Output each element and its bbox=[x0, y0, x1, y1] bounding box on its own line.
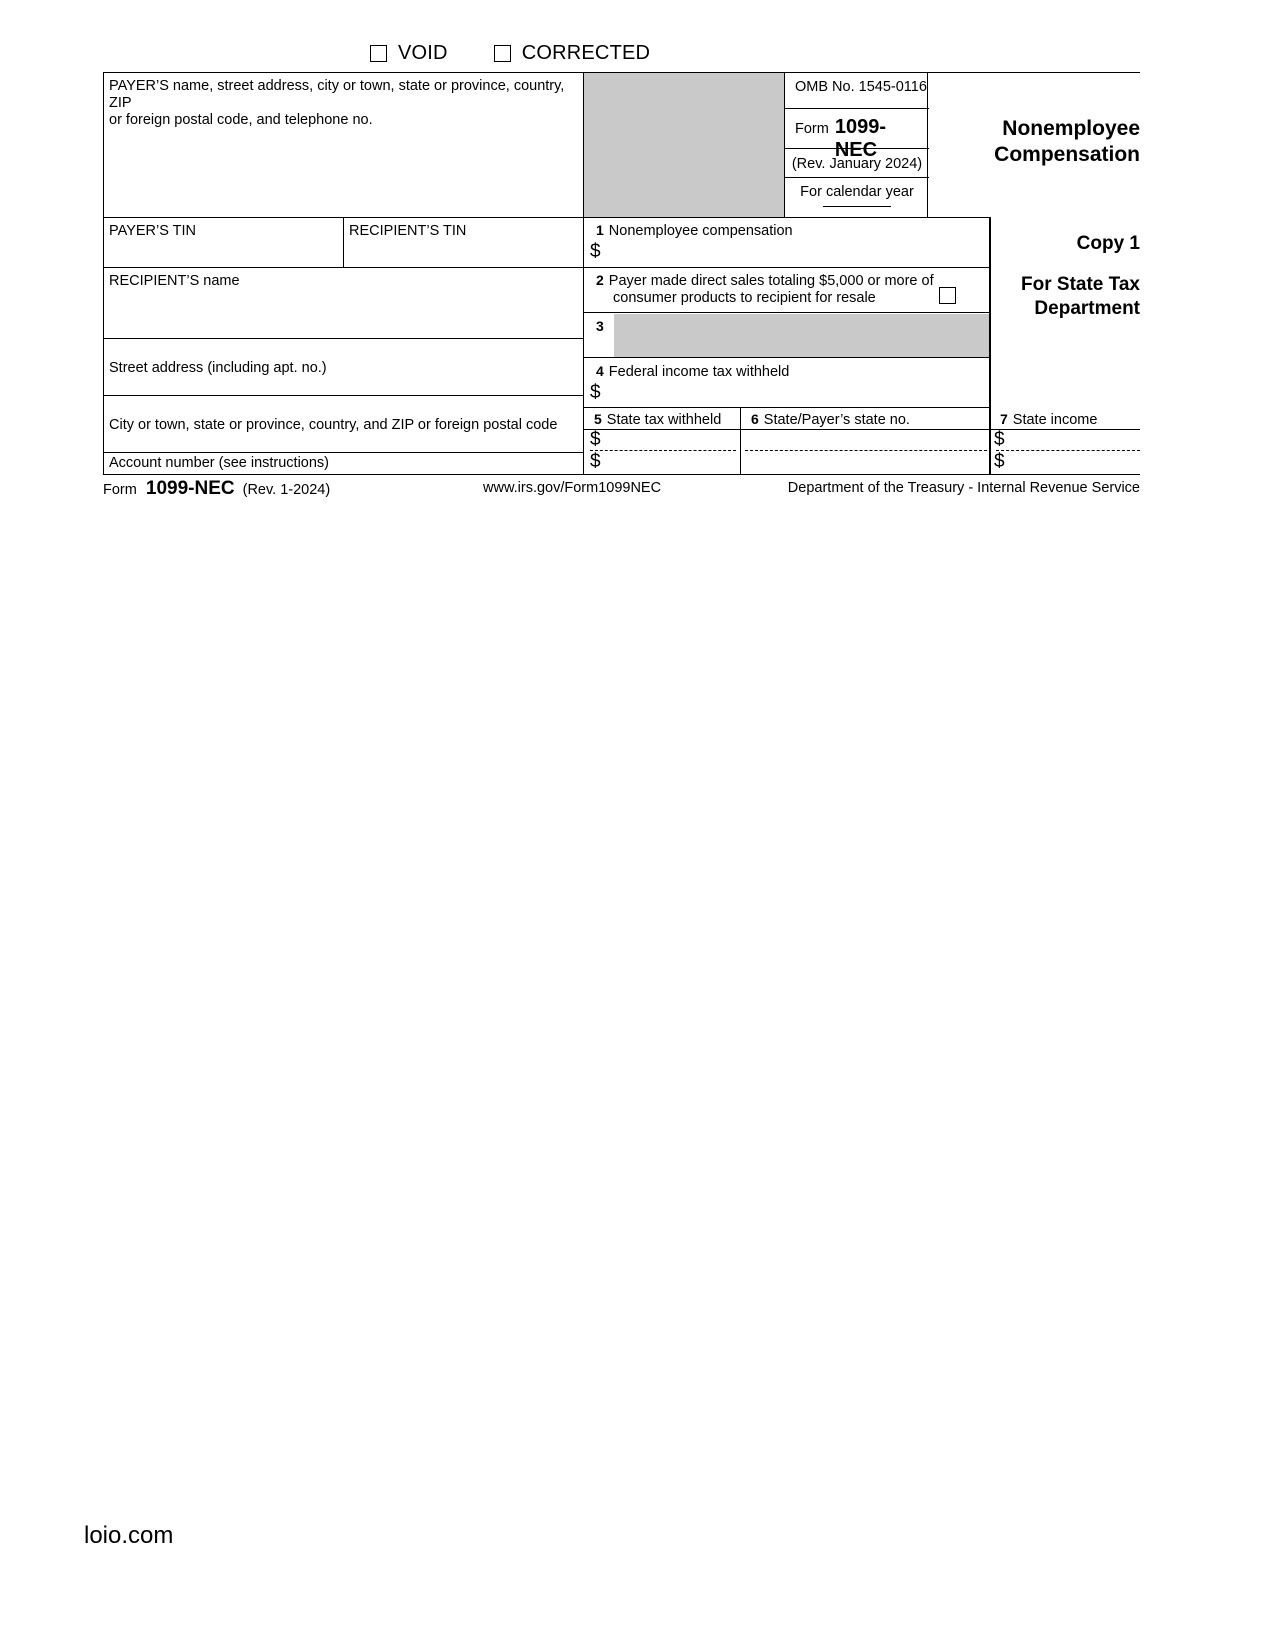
box2-label-line1: Payer made direct sales totaling $5,000 or more of bbox=[608, 273, 934, 289]
box2-label-line2: consumer products to recipient for resale bbox=[613, 290, 876, 306]
box2-checkbox[interactable] bbox=[939, 287, 956, 304]
box7-header bbox=[990, 407, 1140, 429]
payer-name-label-line1: PAYER’S name, street address, city or town, state or province, country, ZIP bbox=[109, 78, 565, 111]
calendar-year-label: For calendar year bbox=[800, 184, 914, 200]
void-checkbox[interactable] bbox=[370, 45, 387, 62]
city-state-zip-box[interactable] bbox=[103, 395, 584, 452]
box1-number: 1 bbox=[596, 222, 604, 238]
box4-currency: $ bbox=[590, 382, 601, 403]
box6-number: 6 bbox=[751, 411, 759, 427]
void-corrected-row bbox=[370, 42, 650, 65]
box6-dashed-divider bbox=[745, 450, 987, 451]
footer-form-word: Form bbox=[103, 482, 137, 498]
calendar-year-input[interactable] bbox=[823, 206, 891, 207]
footer-form-number: 1099-NEC bbox=[145, 478, 235, 499]
form-title-block bbox=[928, 72, 1140, 217]
box7-state-income[interactable] bbox=[990, 407, 1140, 474]
form-title-line1: Nonemployee bbox=[1002, 117, 1140, 140]
box1-nonemployee-compensation[interactable] bbox=[584, 217, 990, 267]
box2-direct-sales[interactable] bbox=[584, 267, 990, 312]
omb-divider-2 bbox=[785, 148, 929, 149]
box3-box bbox=[584, 312, 990, 357]
footer-form-group bbox=[103, 478, 330, 500]
box5-dashed-divider bbox=[590, 450, 736, 451]
account-number-box[interactable] bbox=[103, 452, 584, 474]
copy-line3: Department bbox=[1034, 298, 1140, 319]
watermark: loio.com bbox=[84, 1522, 174, 1549]
box7-currency-row1: $ bbox=[994, 429, 1005, 450]
box4-federal-tax-withheld[interactable] bbox=[584, 357, 990, 407]
omb-divider-1 bbox=[785, 108, 929, 109]
recipient-tin-box[interactable] bbox=[344, 217, 584, 267]
omb-divider-3 bbox=[785, 177, 929, 178]
row-divider-state-income-header bbox=[990, 429, 1140, 430]
city-state-zip-label: City or town, state or province, country, and ZIP or foreign postal code bbox=[109, 417, 558, 433]
corrected-checkbox-group[interactable] bbox=[494, 42, 650, 65]
box5-state-tax-withheld[interactable] bbox=[584, 407, 741, 474]
box5-label: State tax withheld bbox=[606, 412, 722, 428]
payer-name-label-line2: or foreign postal code, and telephone no. bbox=[109, 112, 373, 128]
box3-number: 3 bbox=[596, 318, 604, 334]
revision-date: (Rev. January 2024) bbox=[791, 156, 923, 172]
box7-number: 7 bbox=[1000, 411, 1008, 427]
account-number-label: Account number (see instructions) bbox=[109, 455, 330, 471]
void-label: VOID bbox=[398, 42, 448, 64]
box4-number: 4 bbox=[596, 363, 604, 379]
box3-gray-area bbox=[614, 314, 989, 357]
payer-tin-box[interactable] bbox=[103, 217, 344, 267]
box6-header bbox=[741, 407, 989, 429]
payer-tin-label: PAYER’S TIN bbox=[109, 223, 197, 239]
box4-header bbox=[584, 358, 989, 381]
corrected-label: CORRECTED bbox=[521, 42, 651, 64]
form-grid bbox=[103, 72, 1140, 474]
footer-revision: (Rev. 1-2024) bbox=[242, 482, 331, 498]
box2-number: 2 bbox=[596, 272, 604, 288]
box4-label: Federal income tax withheld bbox=[608, 364, 790, 380]
recipient-name-label: RECIPIENT’S name bbox=[109, 273, 240, 289]
omb-column bbox=[784, 72, 928, 217]
form-word: Form bbox=[795, 121, 829, 137]
box6-label: State/Payer’s state no. bbox=[763, 412, 910, 428]
omb-number: OMB No. 1545-0116 bbox=[795, 79, 927, 95]
box5-header bbox=[584, 407, 740, 429]
box7-label: State income bbox=[1012, 412, 1098, 428]
box5-currency-row2: $ bbox=[590, 451, 601, 472]
payer-name-box[interactable] bbox=[103, 72, 584, 217]
box2-header bbox=[584, 267, 989, 290]
recipient-name-box[interactable] bbox=[103, 267, 584, 338]
copy-line1: Copy 1 bbox=[1076, 233, 1140, 254]
box7-currency-row2: $ bbox=[994, 451, 1005, 472]
box5-number: 5 bbox=[594, 411, 602, 427]
form-number: 1099-NEC bbox=[834, 116, 886, 161]
footer-agency: Department of the Treasury - Internal Revenue Service bbox=[787, 480, 1140, 496]
box6-state-payer-state-no[interactable] bbox=[741, 407, 990, 474]
box5-currency-row1: $ bbox=[590, 429, 601, 450]
form-title-line2: Compensation bbox=[994, 143, 1140, 166]
void-checkbox-group[interactable] bbox=[370, 42, 448, 65]
recipient-tin-label: RECIPIENT’S TIN bbox=[349, 223, 467, 239]
row-divider-state-headers bbox=[584, 429, 990, 430]
gray-filler-block bbox=[584, 73, 784, 217]
bottom-border bbox=[103, 474, 1140, 475]
street-address-box[interactable] bbox=[103, 338, 584, 395]
box1-label: Nonemployee compensation bbox=[608, 223, 793, 239]
copy-line2: For State Tax bbox=[1021, 274, 1140, 295]
box7-dashed-divider bbox=[996, 450, 1140, 451]
footer-website[interactable]: www.irs.gov/Form1099NEC bbox=[483, 480, 662, 496]
payer-name-value bbox=[104, 129, 583, 137]
box1-header bbox=[584, 217, 989, 240]
corrected-checkbox[interactable] bbox=[494, 45, 511, 62]
box1-currency: $ bbox=[590, 241, 601, 262]
street-address-label: Street address (including apt. no.) bbox=[109, 360, 327, 376]
